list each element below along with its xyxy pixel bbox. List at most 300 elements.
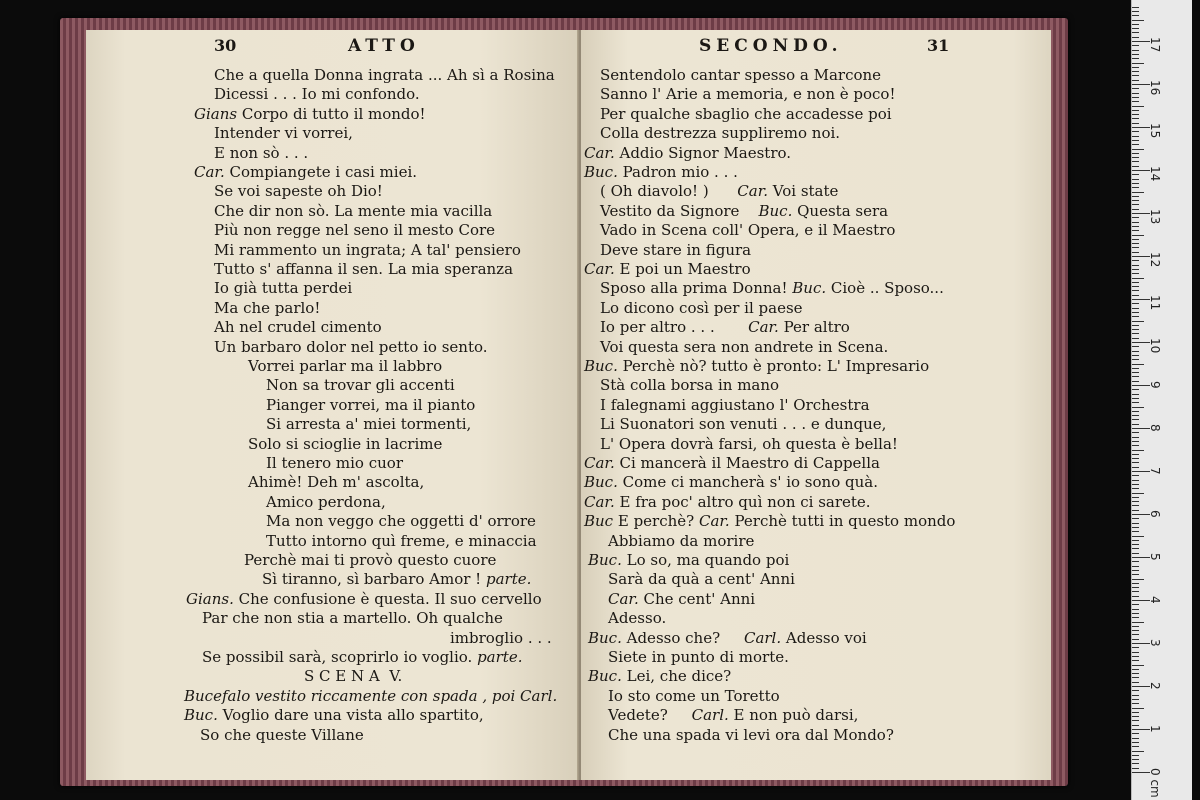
text-line — [86, 493, 579, 512]
speaker-label: Car. — [694, 512, 730, 531]
ruler-tick — [1132, 630, 1139, 631]
left-page-number: 30 — [214, 36, 237, 55]
text-line — [86, 85, 579, 104]
text-line — [86, 376, 579, 395]
text-line — [581, 124, 1051, 143]
text-line — [581, 551, 1051, 570]
text-line-content — [214, 85, 420, 104]
text-segment: Non sa trovar gli accenti — [266, 376, 455, 395]
speaker-label: Carl. — [720, 628, 782, 647]
ruler-tick — [1132, 716, 1139, 717]
text-line-content — [600, 318, 850, 337]
ruler-tick — [1132, 669, 1139, 670]
text-segment: Che confusione è questa. Il suo cervello — [233, 589, 542, 608]
ruler-tick — [1132, 118, 1139, 119]
ruler-tick — [1132, 93, 1139, 94]
ruler-tick — [1132, 37, 1139, 38]
text-segment: Corpo di tutto il mondo! — [237, 104, 426, 123]
text-line-content — [450, 629, 552, 648]
speaker-label: Car. — [584, 454, 615, 472]
text-line — [86, 66, 579, 85]
ruler-tick — [1132, 144, 1139, 145]
ruler-tick — [1132, 462, 1139, 463]
ruler-tick — [1132, 424, 1139, 425]
text-line-content — [186, 590, 542, 609]
ruler-label: 13 — [1148, 209, 1162, 225]
ruler-label: 17 — [1148, 37, 1162, 53]
text-line — [86, 144, 579, 163]
text-segment: Amico perdona, — [266, 492, 386, 511]
ruler-tick — [1132, 484, 1139, 485]
ruler-tick — [1132, 415, 1139, 416]
text-segment: Compiangete i casi miei. — [224, 163, 418, 181]
text-line — [86, 570, 579, 589]
ruler-tick — [1132, 222, 1139, 223]
ruler-tick — [1132, 235, 1144, 236]
ruler-tick — [1132, 398, 1139, 399]
ruler-tick — [1132, 725, 1139, 726]
ruler-tick — [1132, 759, 1139, 760]
ruler-tick — [1132, 665, 1144, 666]
text-segment: I falegnami aggiustano l' Orchestra — [600, 395, 870, 414]
ruler-tick — [1132, 209, 1139, 210]
left-page — [86, 30, 579, 780]
text-segment: Ahimè! Deh m' ascolta, — [248, 473, 425, 492]
ruler-tick — [1132, 647, 1139, 648]
ruler-tick — [1132, 192, 1144, 193]
text-line-content — [608, 726, 894, 745]
text-segment: Colla destrezza suppliremo noi. — [600, 124, 841, 143]
text-line-content — [588, 551, 789, 570]
ruler-tick — [1132, 50, 1139, 51]
ruler-tick — [1132, 708, 1144, 709]
speaker-label: Car. — [608, 589, 639, 608]
text-line — [581, 687, 1051, 706]
text-line-content — [600, 85, 896, 104]
ruler-tick — [1132, 114, 1139, 115]
text-line-content — [248, 473, 424, 492]
text-segment: Tutto intorno quì freme, e minaccia — [266, 531, 537, 550]
text-line-content — [244, 551, 496, 570]
ruler-tick — [1132, 75, 1139, 76]
ruler-tick — [1132, 381, 1139, 382]
text-line — [581, 706, 1051, 725]
ruler-tick — [1132, 338, 1139, 339]
ruler-tick — [1132, 703, 1139, 704]
ruler-tick — [1132, 639, 1139, 640]
text-line-content — [200, 726, 364, 745]
text-line-content — [600, 182, 838, 201]
ruler-tick — [1132, 196, 1139, 197]
text-segment: Mi rammento un ingrata; A tal' pensiero — [214, 240, 521, 259]
text-segment: Che dir non sò. La mente mia vacilla — [214, 201, 493, 220]
text-segment: Solo si scioglie in lacrime — [248, 434, 443, 453]
text-line — [581, 357, 1051, 376]
ruler-tick — [1132, 295, 1139, 296]
ruler-tick — [1132, 656, 1139, 657]
text-line-content — [214, 144, 308, 163]
text-line-content — [600, 279, 944, 298]
ruler-tick — [1132, 587, 1139, 588]
ruler-tick — [1132, 497, 1139, 498]
text-line-content — [608, 706, 858, 725]
ruler-label: 6 — [1148, 510, 1162, 518]
text-line — [581, 415, 1051, 434]
ruler-tick — [1132, 110, 1139, 111]
ruler-tick — [1132, 269, 1139, 270]
ruler-tick — [1132, 359, 1139, 360]
text-segment: Un barbaro dolor nel petto io sento. — [214, 337, 488, 356]
speaker-label: Buc. — [588, 667, 622, 686]
text-segment: Adesso voi — [781, 628, 867, 647]
text-line-content — [600, 202, 888, 221]
ruler-tick — [1132, 71, 1139, 72]
ruler-tick — [1132, 480, 1139, 481]
ruler-tick — [1132, 553, 1139, 554]
text-line-content — [600, 221, 895, 240]
text-line-content — [588, 629, 867, 648]
text-line — [86, 163, 579, 182]
text-line — [86, 318, 579, 337]
text-line-content — [584, 144, 791, 163]
ruler-tick — [1132, 140, 1139, 141]
right-running-head: SECONDO. — [699, 36, 843, 56]
ruler-tick — [1132, 389, 1139, 390]
text-segment: Voglio dare una vista allo spartito, — [217, 706, 484, 725]
ruler-tick — [1132, 673, 1139, 674]
ruler-tick — [1132, 247, 1139, 248]
text-line-content — [214, 299, 320, 318]
text-line — [86, 357, 579, 376]
text-line — [86, 551, 579, 570]
ruler-tick — [1132, 505, 1139, 506]
text-segment: Sentendolo cantar spesso a Marcone — [600, 66, 882, 84]
ruler-tick — [1132, 450, 1144, 451]
ruler-tick — [1132, 493, 1144, 494]
measurement-ruler — [1131, 0, 1192, 800]
speaker-label: Gians — [194, 104, 238, 123]
speaker-label: Carl. — [667, 706, 729, 725]
ruler-tick — [1132, 308, 1139, 309]
ruler-tick — [1132, 157, 1139, 158]
ruler-label: 0 cm — [1148, 768, 1162, 798]
ruler-label: 1 — [1148, 725, 1162, 733]
ruler-tick — [1132, 746, 1139, 747]
ruler-tick — [1132, 591, 1139, 592]
text-line-content — [266, 532, 537, 551]
ruler-tick — [1132, 58, 1139, 59]
ruler-tick — [1132, 712, 1139, 713]
ruler-tick — [1132, 11, 1139, 12]
text-segment: Perchè nò? tutto è pronto: L' Impresario — [617, 357, 930, 375]
text-line — [581, 163, 1051, 182]
text-segment: parte. — [472, 648, 523, 666]
ruler-tick — [1132, 200, 1139, 201]
ruler-tick — [1132, 278, 1144, 279]
ruler-tick — [1132, 677, 1139, 678]
ruler-tick — [1132, 531, 1139, 532]
ruler-tick — [1132, 282, 1139, 283]
ruler-tick — [1132, 613, 1139, 614]
ruler-tick — [1132, 7, 1139, 8]
ruler-tick — [1132, 32, 1139, 33]
text-line-content — [608, 570, 795, 589]
left-running-head: ATTO — [348, 36, 420, 56]
text-line-content — [214, 202, 492, 221]
text-segment: Lo so, ma quando poi — [621, 551, 790, 569]
text-line-content — [584, 260, 751, 279]
text-line — [581, 66, 1051, 85]
ruler-tick — [1132, 501, 1139, 502]
ruler-tick — [1132, 24, 1139, 25]
text-line-content — [266, 493, 386, 512]
ruler-tick — [1132, 325, 1139, 326]
speaker-label: Buc — [584, 512, 614, 531]
text-line — [581, 435, 1051, 454]
ruler-tick — [1132, 523, 1139, 524]
ruler-tick — [1132, 312, 1139, 313]
text-line — [581, 667, 1051, 686]
text-line — [581, 570, 1051, 589]
text-line-content — [600, 415, 886, 434]
text-line — [581, 85, 1051, 104]
ruler-tick — [1132, 183, 1139, 184]
ruler-tick — [1132, 161, 1139, 162]
speaker-label: Car. — [584, 260, 615, 278]
ruler-tick — [1132, 372, 1139, 373]
text-line — [86, 532, 579, 551]
ruler-tick — [1132, 540, 1139, 541]
text-segment: Voi questa sera non andrete in Scena. — [600, 337, 889, 356]
text-line-content — [600, 376, 779, 395]
ruler-tick — [1132, 570, 1139, 571]
text-segment: ( Oh diavolo! ) — [600, 182, 709, 201]
text-segment: Ma che parlo! — [214, 298, 321, 317]
speaker-label: Buc. — [584, 163, 618, 181]
ruler-tick — [1132, 488, 1139, 489]
ruler-tick — [1132, 467, 1139, 468]
ruler-tick — [1132, 742, 1139, 743]
text-line — [581, 493, 1051, 512]
text-line-content — [588, 667, 731, 686]
ruler-tick — [1132, 54, 1139, 55]
text-line — [86, 105, 579, 124]
text-segment: Vestito da Signore — [600, 201, 740, 220]
text-line — [86, 260, 579, 279]
text-line-content — [214, 66, 555, 85]
speaker-label: Car. — [584, 143, 615, 162]
ruler-tick — [1132, 346, 1139, 347]
text-segment: Sanno l' Arie a memoria, e non è poco! — [600, 85, 896, 104]
text-line-content — [214, 279, 352, 298]
text-line — [86, 124, 579, 143]
speaker-label: Car. — [714, 318, 779, 337]
text-line-content — [248, 357, 442, 376]
text-segment: Più non regge nel seno il mesto Core — [214, 221, 496, 240]
text-line — [581, 454, 1051, 473]
text-line-content — [214, 182, 383, 201]
ruler-tick — [1132, 123, 1139, 124]
ruler-tick — [1132, 622, 1144, 623]
ruler-label: 2 — [1148, 682, 1162, 690]
text-segment: Adesso che? — [621, 628, 721, 647]
text-line-content — [266, 454, 403, 473]
text-line — [581, 299, 1051, 318]
text-line — [86, 299, 579, 318]
text-line-content — [214, 124, 353, 143]
text-line — [86, 609, 579, 628]
text-line-content — [248, 435, 442, 454]
ruler-tick — [1132, 67, 1139, 68]
text-line-content — [608, 648, 789, 667]
ruler-tick — [1132, 63, 1144, 64]
text-segment: Deve stare in figura — [600, 240, 752, 259]
text-line-content — [584, 454, 880, 473]
ruler-tick — [1132, 20, 1144, 21]
text-line — [581, 144, 1051, 163]
text-line — [86, 706, 579, 725]
ruler-tick — [1132, 321, 1144, 322]
ruler-label: 10 — [1148, 338, 1162, 354]
ruler-tick — [1132, 351, 1139, 352]
text-line-content — [608, 609, 666, 628]
ruler-tick — [1132, 179, 1139, 180]
text-line-content — [600, 396, 870, 415]
text-segment: Sarà da quà a cent' Anni — [608, 570, 795, 589]
ruler-label: 8 — [1148, 424, 1162, 432]
ruler-tick — [1132, 149, 1144, 150]
ruler-tick — [1132, 419, 1139, 420]
ruler-tick — [1132, 458, 1139, 459]
text-line — [86, 687, 579, 706]
text-line-content — [184, 687, 557, 706]
ruler-label: 7 — [1148, 467, 1162, 475]
ruler-label: 14 — [1148, 166, 1162, 182]
ruler-tick — [1132, 101, 1139, 102]
text-segment: Sposo alla prima Donna! — [600, 279, 788, 298]
ruler-tick — [1132, 88, 1139, 89]
speaker-label: Buc. — [588, 628, 622, 647]
text-segment: Par che non stia a martello. Oh qualche — [202, 609, 503, 628]
speaker-label: Buc. — [584, 357, 618, 375]
ruler-tick — [1132, 566, 1139, 567]
ruler-tick — [1132, 204, 1139, 205]
ruler-tick — [1132, 596, 1139, 597]
text-line-content — [214, 338, 488, 357]
ruler-tick — [1132, 755, 1139, 756]
text-line — [86, 338, 579, 357]
ruler-tick — [1132, 652, 1139, 653]
ruler-tick — [1132, 695, 1139, 696]
text-segment: Perchè mai ti provò questo cuore — [244, 551, 497, 569]
text-line — [581, 202, 1051, 221]
ruler-tick — [1132, 364, 1144, 365]
text-line-content — [214, 221, 495, 240]
text-line — [86, 241, 579, 260]
text-line-content — [194, 105, 426, 124]
ruler-tick — [1132, 699, 1139, 700]
text-segment: Sì tiranno, sì barbaro Amor ! — [262, 570, 482, 589]
text-segment: Che a quella Donna ingrata ... Ah sì a Rosina — [214, 66, 555, 84]
ruler-tick — [1132, 28, 1139, 29]
text-segment: parte. — [481, 570, 532, 589]
ruler-tick — [1132, 80, 1139, 81]
text-line — [581, 648, 1051, 667]
speaker-label: Buc. — [787, 279, 827, 298]
speaker-label: Car. — [194, 163, 225, 181]
text-line — [86, 182, 579, 201]
right-header — [581, 36, 1051, 62]
text-line — [581, 532, 1051, 551]
right-page — [581, 30, 1051, 780]
ruler-tick — [1132, 45, 1139, 46]
ruler-label: 3 — [1148, 639, 1162, 647]
text-segment: Abbiamo da morire — [608, 531, 755, 550]
ruler-tick — [1132, 217, 1139, 218]
ruler-tick — [1132, 153, 1139, 154]
ruler-tick — [1132, 548, 1139, 549]
text-line-content — [600, 241, 751, 260]
text-segment: L' Opera dovrà farsi, oh questa è bella! — [600, 434, 898, 453]
ruler-tick — [1132, 626, 1139, 627]
ruler-tick — [1132, 432, 1139, 433]
ruler-tick — [1132, 454, 1139, 455]
text-line — [581, 376, 1051, 395]
text-segment: So che queste Villane — [200, 725, 364, 744]
text-line-content — [194, 163, 417, 182]
text-segment: Ma non veggo che oggetti d' orrore — [266, 512, 536, 531]
text-segment: Addio Signor Maestro. — [614, 143, 792, 162]
ruler-tick — [1132, 763, 1139, 764]
speaker-label: Buc. — [739, 201, 793, 220]
ruler-tick — [1132, 583, 1139, 584]
text-line-content — [584, 473, 878, 492]
ruler-tick — [1132, 174, 1139, 175]
text-line — [86, 629, 579, 648]
ruler-tick — [1132, 136, 1139, 137]
ruler-tick — [1132, 243, 1139, 244]
text-segment: Il tenero mio cuor — [266, 454, 403, 472]
ruler-tick — [1132, 15, 1139, 16]
text-line — [581, 473, 1051, 492]
text-line-content — [262, 570, 531, 589]
text-line-content — [214, 260, 513, 279]
ruler-tick — [1132, 682, 1139, 683]
ruler-tick — [1132, 574, 1139, 575]
ruler-tick — [1132, 355, 1139, 356]
ruler-tick — [1132, 368, 1139, 369]
text-segment: Vorrei parlar ma il labbro — [248, 357, 443, 375]
text-line — [581, 726, 1051, 745]
left-header — [86, 36, 579, 62]
text-line-content — [584, 512, 955, 531]
ruler-tick — [1132, 720, 1139, 721]
text-line-content — [600, 124, 840, 143]
text-line — [86, 473, 579, 492]
text-line-content — [608, 687, 780, 706]
ruler-tick — [1132, 518, 1139, 519]
ruler-tick — [1132, 131, 1139, 132]
ruler-tick — [1132, 106, 1144, 107]
ruler-tick — [1132, 226, 1139, 227]
ruler-tick — [1132, 333, 1139, 334]
text-line — [86, 648, 579, 667]
ruler-tick — [1132, 609, 1139, 610]
text-line — [581, 590, 1051, 609]
text-line-content — [266, 415, 471, 434]
ruler-tick — [1132, 604, 1139, 605]
ruler-tick — [1132, 437, 1139, 438]
